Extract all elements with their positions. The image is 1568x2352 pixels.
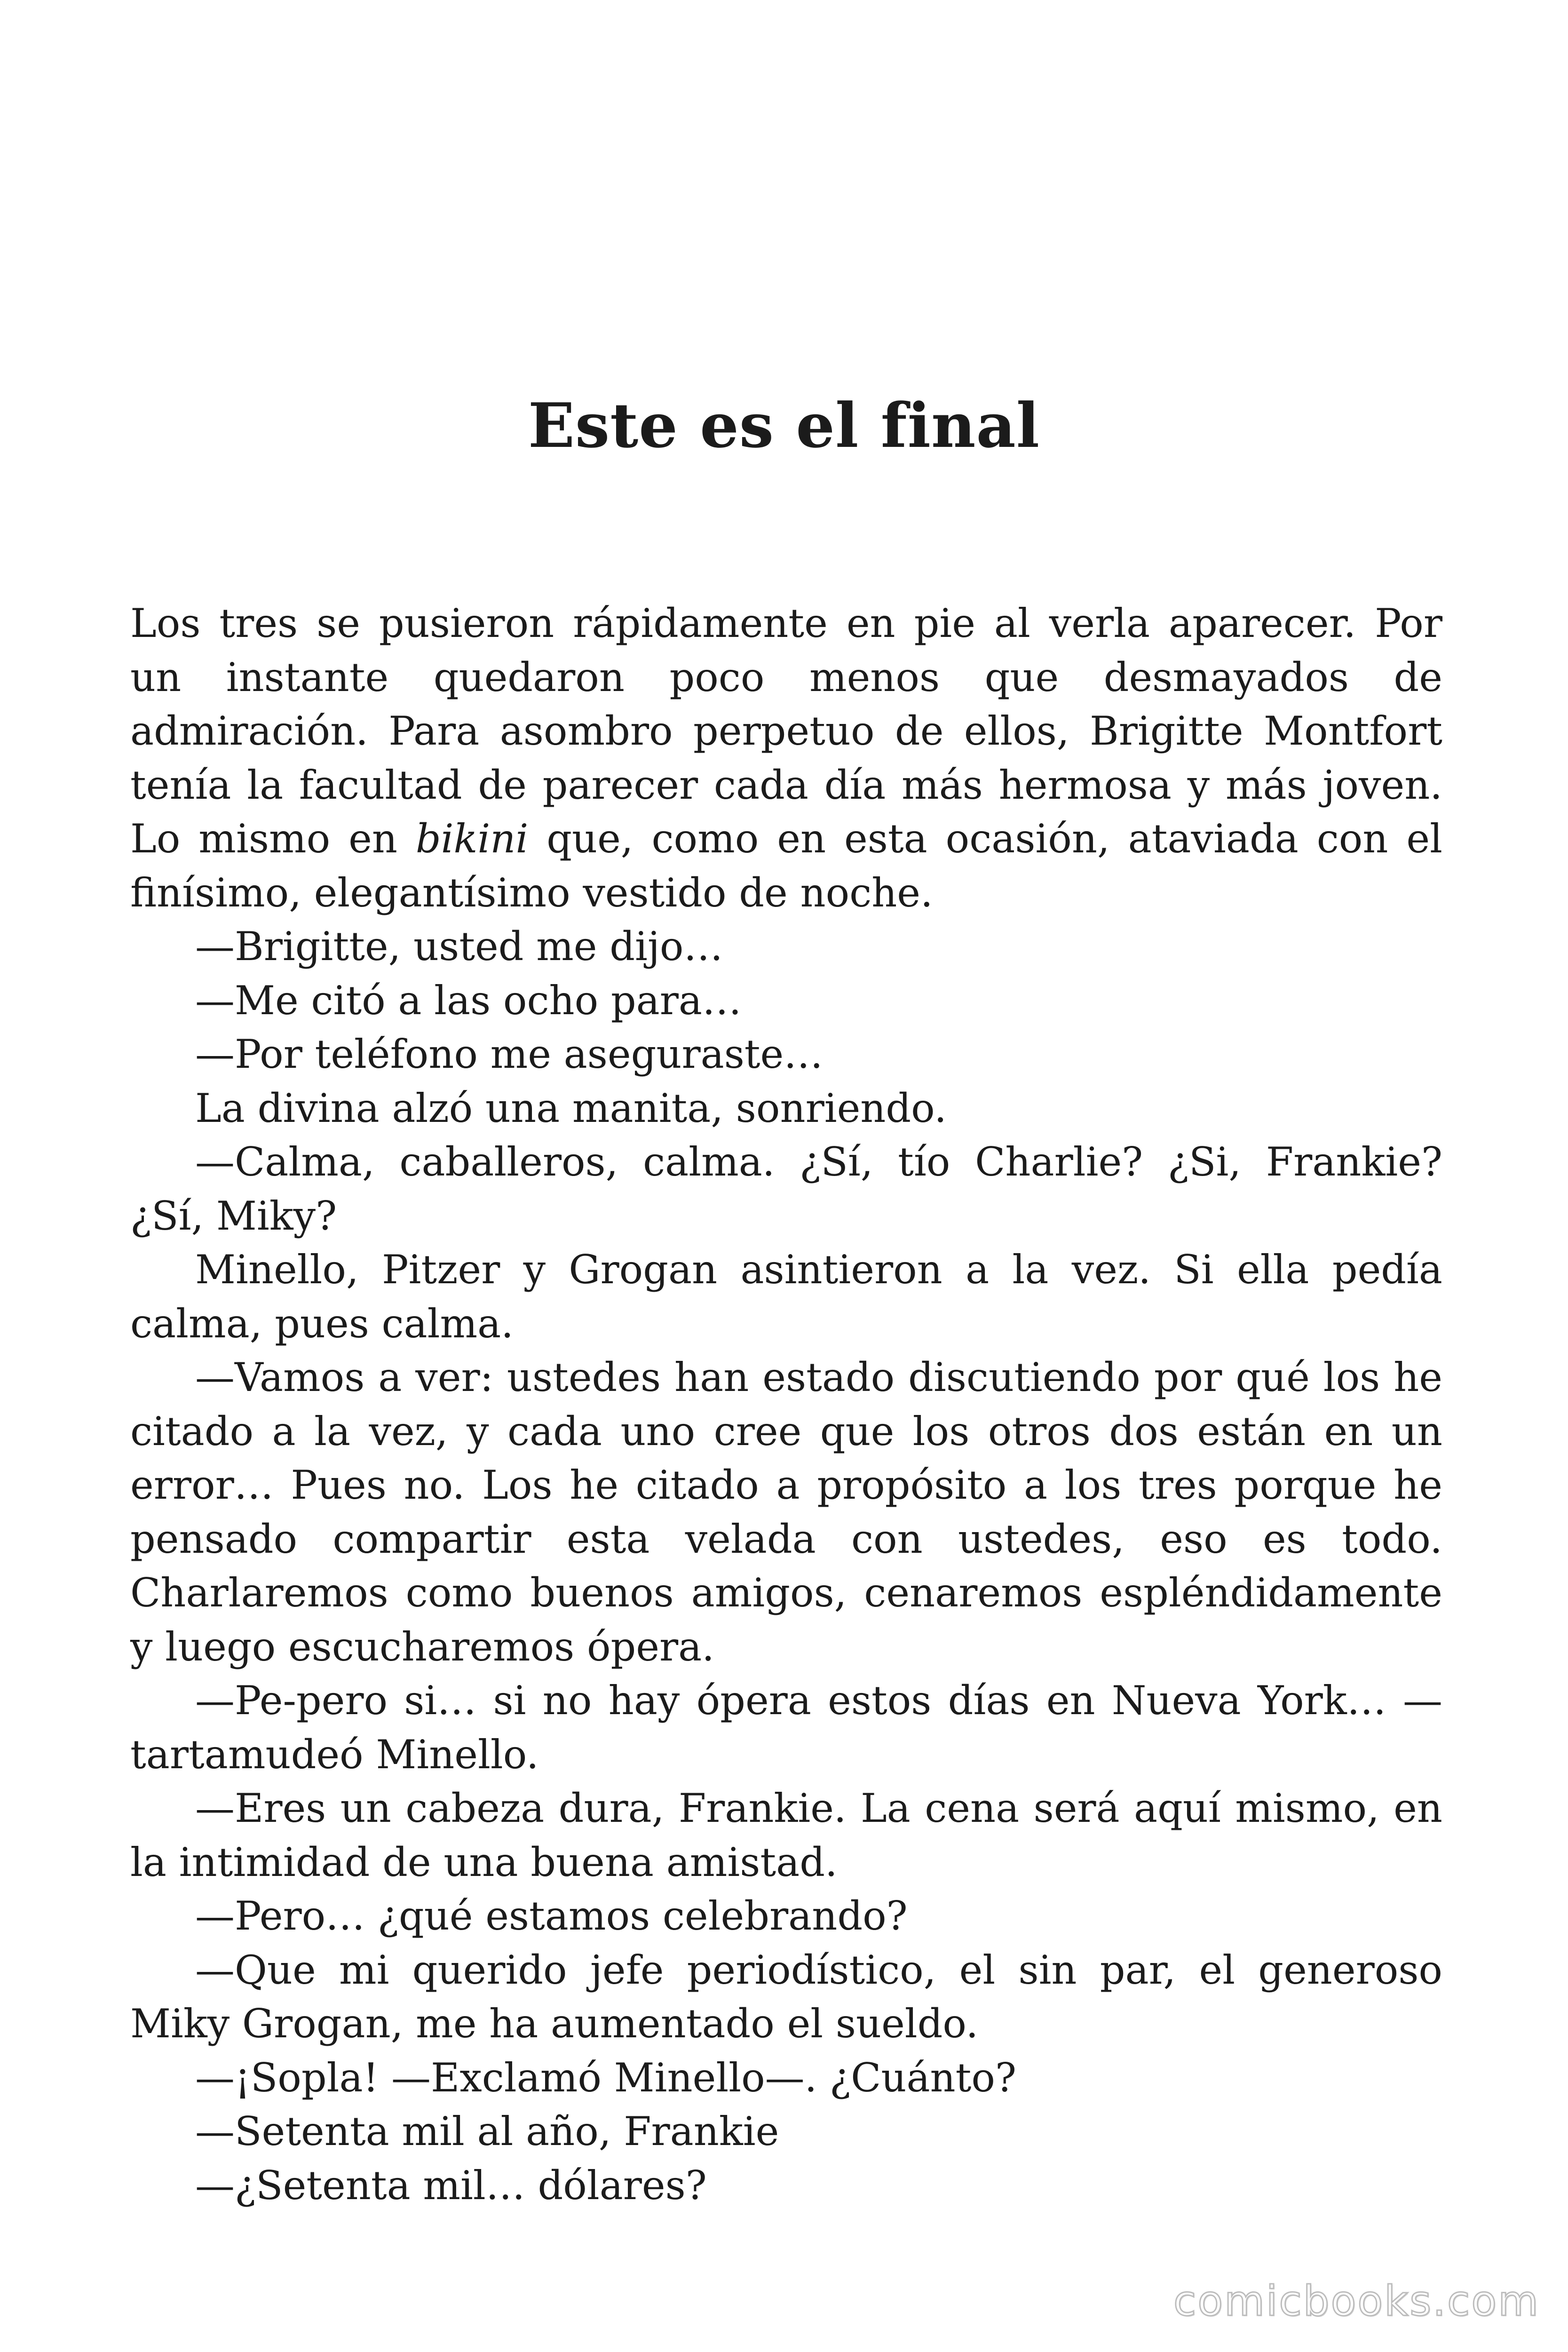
dialogue-line: —Me citó a las ocho para… (195, 977, 742, 1024)
watermark: comicbooks.com (1173, 2277, 1540, 2325)
dialogue-line: —Vamos a ver: ustedes han estado discutiendo por qué los he citado a la vez, y cada uno cree que los otros dos están en un error… Pues no. Los he citado a propósito a los tres porque he pensado compartir esta velada con ustedes, eso es todo. Charlaremos como buenos amigos, cenaremos espléndidamente y luego escucharemos ópera. (130, 1354, 1442, 1670)
paragraph (130, 596, 1442, 920)
paragraph-text: que, como en esta ocasión, ataviada con el finísimo, elegantísimo vestido de noche. (130, 816, 1443, 916)
dialogue-line: —¡Sopla! —Exclamó Minello—. ¿Cuánto? (195, 2054, 1016, 2101)
dialogue-line: —Pe-pero si… si no hay ópera estos días en Nueva York… —tartamudeó Minello. (130, 1677, 1442, 1778)
chapter-title: Este es el final (528, 389, 1040, 461)
paragraph: Minello, Pitzer y Grogan asintieron a la vez. Si ella pedía calma, pues calma. (130, 1247, 1442, 1347)
dialogue-line: —Que mi querido jefe periodístico, el sin par, el generoso Miky Grogan, me ha aumentado el sueldo. (130, 1947, 1442, 2047)
dialogue-line: —¿Setenta mil… dólares? (195, 2162, 707, 2209)
dialogue-line: —Eres un cabeza dura, Frankie. La cena será aquí mismo, en la intimidad de una buena amistad. (130, 1785, 1442, 1885)
paragraph: La divina alzó una manita, sonriendo. (195, 1085, 947, 1131)
chapter-body (130, 596, 1442, 2212)
dialogue-line: —Setenta mil al año, Frankie (195, 2108, 779, 2154)
dialogue-line: —Calma, caballeros, calma. ¿Sí, tío Charlie? ¿Si, Frankie? ¿Sí, Miky? (130, 1139, 1442, 1239)
emphasis-text: bikini (415, 816, 529, 862)
dialogue-line: —Brigitte, usted me dijo… (195, 923, 723, 969)
paragraph-text: Los tres se pusieron rápidamente en pie al verla aparecer. Por un instante quedaron poco menos que desmayados de admiración. Para asombro perpetuo de ellos, Brigitte Montfort tenía la facultad de parecer cada día más hermosa y más joven. Lo mismo en (130, 600, 1442, 862)
dialogue-line: —Por teléfono me aseguraste… (195, 1031, 824, 1077)
dialogue-line: —Pero… ¿qué estamos celebrando? (195, 1893, 908, 1939)
